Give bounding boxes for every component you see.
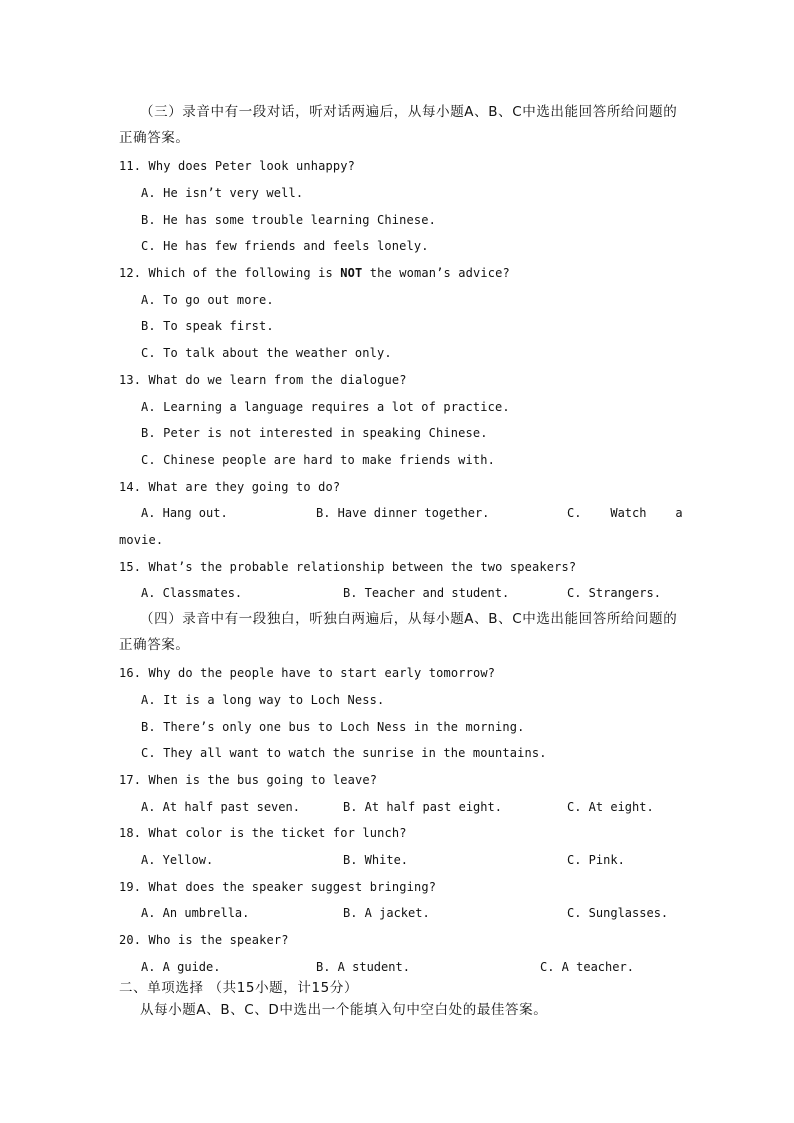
q18-option-a: A. Yellow. (141, 853, 214, 867)
q18-option-c: C. Pink. (567, 853, 625, 867)
q11-option-b: B. He has some trouble learning Chinese. (141, 213, 436, 227)
q14-option-a: A. Hang out. (141, 506, 228, 520)
question-13: 13. What do we learn from the dialogue? (119, 373, 407, 387)
q15-option-c: C. Strangers. (567, 586, 661, 600)
q13-option-b: B. Peter is not interested in speaking Chinese. (141, 426, 488, 440)
question-16: 16. Why do the people have to start early tomorrow? (119, 666, 496, 680)
q19-option-c: C. Sunglasses. (567, 906, 669, 920)
q15-option-b: B. Teacher and student. (343, 586, 510, 600)
q14-option-c-wrap: movie. (119, 533, 164, 547)
q14-option-c: C. Watch a (567, 506, 683, 520)
q17-option-c: C. At eight. (567, 800, 654, 814)
q15-option-a: A. Classmates. (141, 586, 243, 600)
q20-option-a: A. A guide. (141, 960, 221, 974)
q16-option-a: A. It is a long way to Loch Ness. (141, 693, 385, 707)
q16-option-c: C. They all want to watch the sunrise in the mountains. (141, 746, 547, 760)
q12-text-pre: 12. Which of the following is (119, 266, 341, 280)
q17-option-b: B. At half past eight. (343, 800, 502, 814)
q12-option-c: C. To talk about the weather only. (141, 346, 392, 360)
q14-option-b: B. Have dinner together. (316, 506, 490, 520)
part2-heading: 二、单项选择 （共15小题，计15分） (119, 980, 359, 996)
question-11: 11. Why does Peter look unhappy? (119, 159, 355, 173)
q12-text-post: the woman’s advice? (362, 266, 510, 280)
q11-option-c: C. He has few friends and feels lonely. (141, 239, 429, 253)
question-19: 19. What does the speaker suggest bringing? (119, 880, 437, 894)
q18-option-b: B. White. (343, 853, 409, 867)
part2-instruction: 从每小题A、B、C、D中选出一个能填入句中空白处的最佳答案。 (140, 1002, 548, 1018)
question-12 (119, 265, 510, 281)
question-18: 18. What color is the ticket for lunch? (119, 826, 407, 840)
question-17: 17. When is the bus going to leave? (119, 773, 378, 787)
question-15: 15. What’s the probable relationship between the two speakers? (119, 560, 577, 574)
section3-instruction-line1: （三）录音中有一段对话，听对话两遍后，从每小题A、B、C中选出能回答所给问题的 (140, 104, 678, 120)
question-20: 20. Who is the speaker? (119, 933, 289, 947)
q20-option-b: B. A student. (316, 960, 410, 974)
section3-instruction-line2: 正确答案。 (119, 130, 190, 146)
q11-option-a: A. He isn’t very well. (141, 186, 304, 200)
question-14: 14. What are they going to do? (119, 480, 341, 494)
q13-option-a: A. Learning a language requires a lot of practice. (141, 400, 510, 414)
q12-option-a: A. To go out more. (141, 293, 274, 307)
q12-text-bold: NOT (340, 266, 363, 280)
section4-instruction-line1: （四）录音中有一段独白，听独白两遍后，从每小题A、B、C中选出能回答所给问题的 (140, 611, 678, 627)
q17-option-a: A. At half past seven. (141, 800, 300, 814)
q16-option-b: B. There’s only one bus to Loch Ness in the morning. (141, 720, 525, 734)
q19-option-b: B. A jacket. (343, 906, 430, 920)
section4-instruction-line2: 正确答案。 (119, 637, 190, 653)
q19-option-a: A. An umbrella. (141, 906, 250, 920)
q20-option-c: C. A teacher. (540, 960, 634, 974)
q12-option-b: B. To speak first. (141, 319, 274, 333)
q13-option-c: C. Chinese people are hard to make friends with. (141, 453, 495, 467)
